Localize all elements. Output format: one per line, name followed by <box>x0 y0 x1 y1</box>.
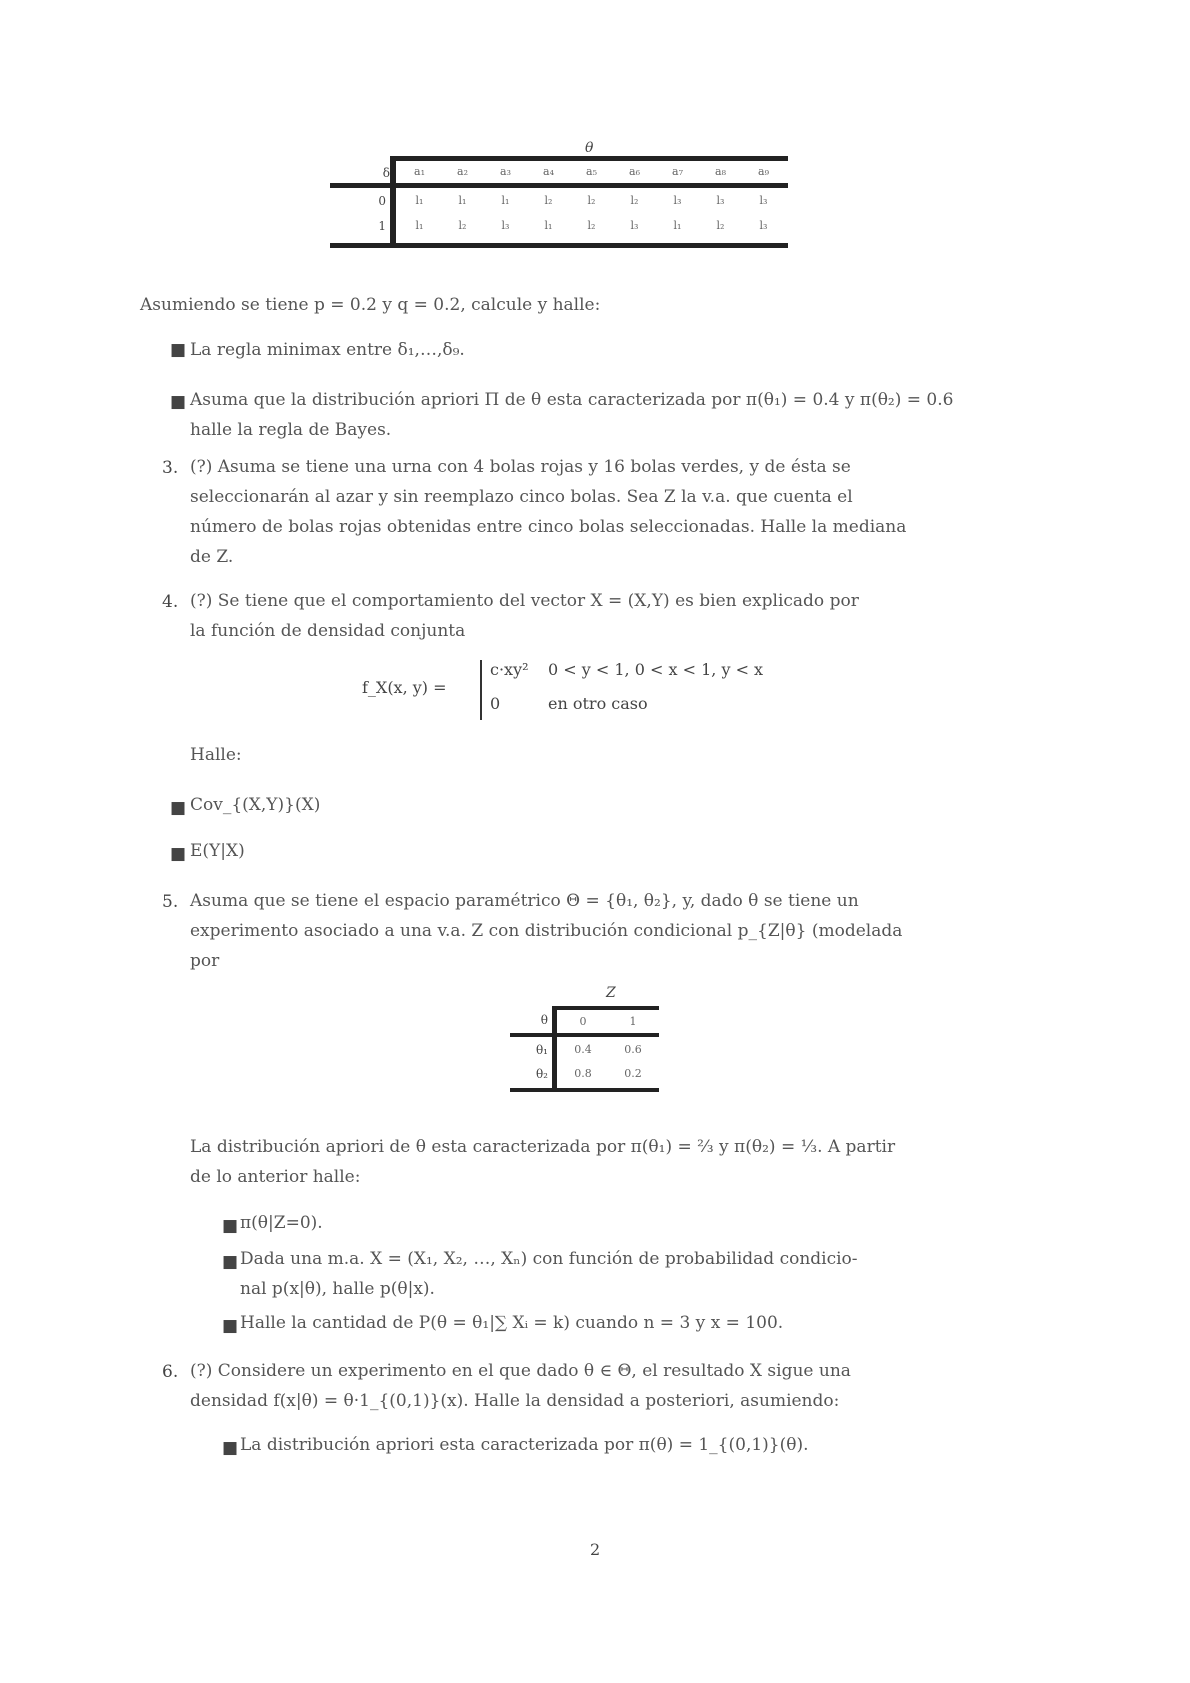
table-cell: l₁ <box>415 194 424 207</box>
table-cell: 0.8 <box>574 1067 592 1080</box>
bullet-dot: ■ <box>222 1438 239 1458</box>
intro-text: Asumiendo se tiene p = 0.2 y q = 0.2, calcule y halle: <box>140 295 601 315</box>
table2-col-header: Z <box>606 985 616 1001</box>
density-lhs: f_X(x, y) = <box>362 678 447 697</box>
problem5-number: 5. <box>162 892 179 912</box>
problem3-number: 3. <box>162 458 179 478</box>
column-header: a₉ <box>758 165 769 178</box>
column-header: a₅ <box>586 165 597 178</box>
decision-table <box>330 140 790 250</box>
table1-top-rule <box>395 156 788 161</box>
table-cell: 0.6 <box>624 1043 642 1056</box>
table-cell: l₂ <box>630 194 639 207</box>
row-label: θ₂ <box>535 1067 548 1081</box>
table-cell: l₃ <box>501 219 510 232</box>
table1-col-header: θ <box>585 140 594 156</box>
table-cell: 0.4 <box>574 1043 592 1056</box>
table1-bottom-rule <box>330 243 788 248</box>
column-header: a₃ <box>500 165 511 178</box>
problem5b-bullet-1: π(θ|Z=0). <box>240 1213 323 1233</box>
problem4-bullet-2: E(Y|X) <box>190 841 245 861</box>
table-cell: l₃ <box>759 194 768 207</box>
problem4-line-2: la función de densidad conjunta <box>190 621 466 641</box>
problem6-number: 6. <box>162 1362 179 1382</box>
bullet-dot: ■ <box>170 340 187 360</box>
row-label: 1 <box>378 219 386 233</box>
table2-row-header: θ <box>540 1013 548 1027</box>
table-cell: l₂ <box>587 219 596 232</box>
problem4-bullet-1: Cov_{(X,Y)}(X) <box>190 795 321 815</box>
page-number: 2 <box>590 1540 601 1559</box>
column-header: a₄ <box>543 165 554 178</box>
bullet-dot: ■ <box>222 1216 239 1236</box>
problem3-line-3: número de bolas rojas obtenidas entre cinco bolas seleccionadas. Halle la mediana <box>190 517 907 537</box>
bullet-dot: ■ <box>222 1316 239 1336</box>
intro-bullet-2: Asuma que la distribución apriori Π de θ esta caracterizada por π(θ₁) = 0.4 y π(θ₂) = 0.6 halle la regla de Bayes. <box>190 390 954 440</box>
problem4-halle: Halle: <box>190 745 242 765</box>
cases-brace <box>480 660 482 720</box>
case1-cond: 0 < y < 1, 0 < x < 1, y < x <box>548 660 764 679</box>
table1-vertical-rule <box>390 156 396 248</box>
problem5b-line-1: La distribución apriori de θ esta caracterizada por π(θ₁) = ⅔ y π(θ₂) = ⅓. A partir <box>190 1137 896 1157</box>
problem5-line-1: Asuma que se tiene el espacio paramétrico Θ = {θ₁, θ₂}, y, dado θ se tiene un <box>190 891 859 911</box>
table-cell: l₂ <box>716 219 725 232</box>
table2-top-rule <box>554 1006 659 1010</box>
table-cell: l₁ <box>673 219 682 232</box>
table2-vertical-rule <box>552 1006 557 1091</box>
column-header: a₂ <box>457 165 468 178</box>
column-header: 0 <box>579 1015 587 1028</box>
problem5b-bullet-3: Halle la cantidad de P(θ = θ₁|∑ Xᵢ = k) cuando n = 3 y x = 100. <box>240 1313 784 1333</box>
problem3-line-2: seleccionarán al azar y sin reemplazo cinco bolas. Sea Z la v.a. que cuenta el <box>190 487 853 507</box>
table-cell: l₁ <box>458 194 467 207</box>
table-cell: 0.2 <box>624 1067 642 1080</box>
row-label: θ₁ <box>535 1043 548 1057</box>
problem5b-bullet-2: Dada una m.a. X = (X₁, X₂, …, Xₙ) con función de probabilidad condicio- <box>240 1249 858 1269</box>
intro-bullet-1: La regla minimax entre δ₁,…,δ₉. <box>190 340 465 360</box>
table2-bottom-rule <box>510 1088 659 1092</box>
table-cell: l₃ <box>673 194 682 207</box>
bullet-dot: ■ <box>170 844 187 864</box>
problem3-line-1: (?) Asuma se tiene una urna con 4 bolas rojas y 16 bolas verdes, y de ésta se <box>190 457 851 477</box>
case1-expr: c·xy² <box>490 660 529 679</box>
table1-mid-rule <box>330 183 788 188</box>
table1-row-header: δ <box>382 166 390 180</box>
case2-expr: 0 <box>490 694 501 713</box>
bullet-dot: ■ <box>170 392 187 412</box>
problem5b-bullet-2-cont: nal p(x|θ), halle p(θ|x). <box>240 1279 435 1299</box>
problem6-line-1: (?) Considere un experimento en el que dado θ ∈ Θ, el resultado X sigue una <box>190 1361 851 1381</box>
likelihood-table <box>510 985 670 1095</box>
problem5-line-3: por <box>190 951 220 971</box>
row-label: 0 <box>378 194 386 208</box>
column-header: a₈ <box>715 165 726 178</box>
table-cell: l₃ <box>716 194 725 207</box>
table-cell: l₂ <box>544 194 553 207</box>
table-cell: l₁ <box>501 194 510 207</box>
bullet-dot: ■ <box>170 798 187 818</box>
problem5-line-2: experimento asociado a una v.a. Z con distribución condicional p_{Z|θ} (modelada <box>190 921 903 941</box>
problem4-number: 4. <box>162 592 179 612</box>
table-cell: l₁ <box>415 219 424 232</box>
table-cell: l₂ <box>458 219 467 232</box>
table-cell: l₂ <box>587 194 596 207</box>
column-header: a₆ <box>629 165 640 178</box>
problem3-line-4: de Z. <box>190 547 234 567</box>
table2-mid-rule <box>510 1033 659 1037</box>
table-cell: l₁ <box>544 219 553 232</box>
problem5b-line-2: de lo anterior halle: <box>190 1167 361 1187</box>
case2-cond: en otro caso <box>548 694 648 713</box>
table-cell: l₃ <box>630 219 639 232</box>
column-header: a₇ <box>672 165 683 178</box>
problem6-line-2: densidad f(x|θ) = θ·1_{(0,1)}(x). Halle la densidad a posteriori, asumiendo: <box>190 1391 840 1411</box>
problem6-bullet-1: La distribución apriori esta caracterizada por π(θ) = 1_{(0,1)}(θ). <box>240 1435 809 1455</box>
bullet-dot: ■ <box>222 1252 239 1272</box>
column-header: 1 <box>629 1015 637 1028</box>
problem4-line-1: (?) Se tiene que el comportamiento del vector X = (X,Y) es bien explicado por <box>190 591 859 611</box>
table-cell: l₃ <box>759 219 768 232</box>
column-header: a₁ <box>414 165 425 178</box>
